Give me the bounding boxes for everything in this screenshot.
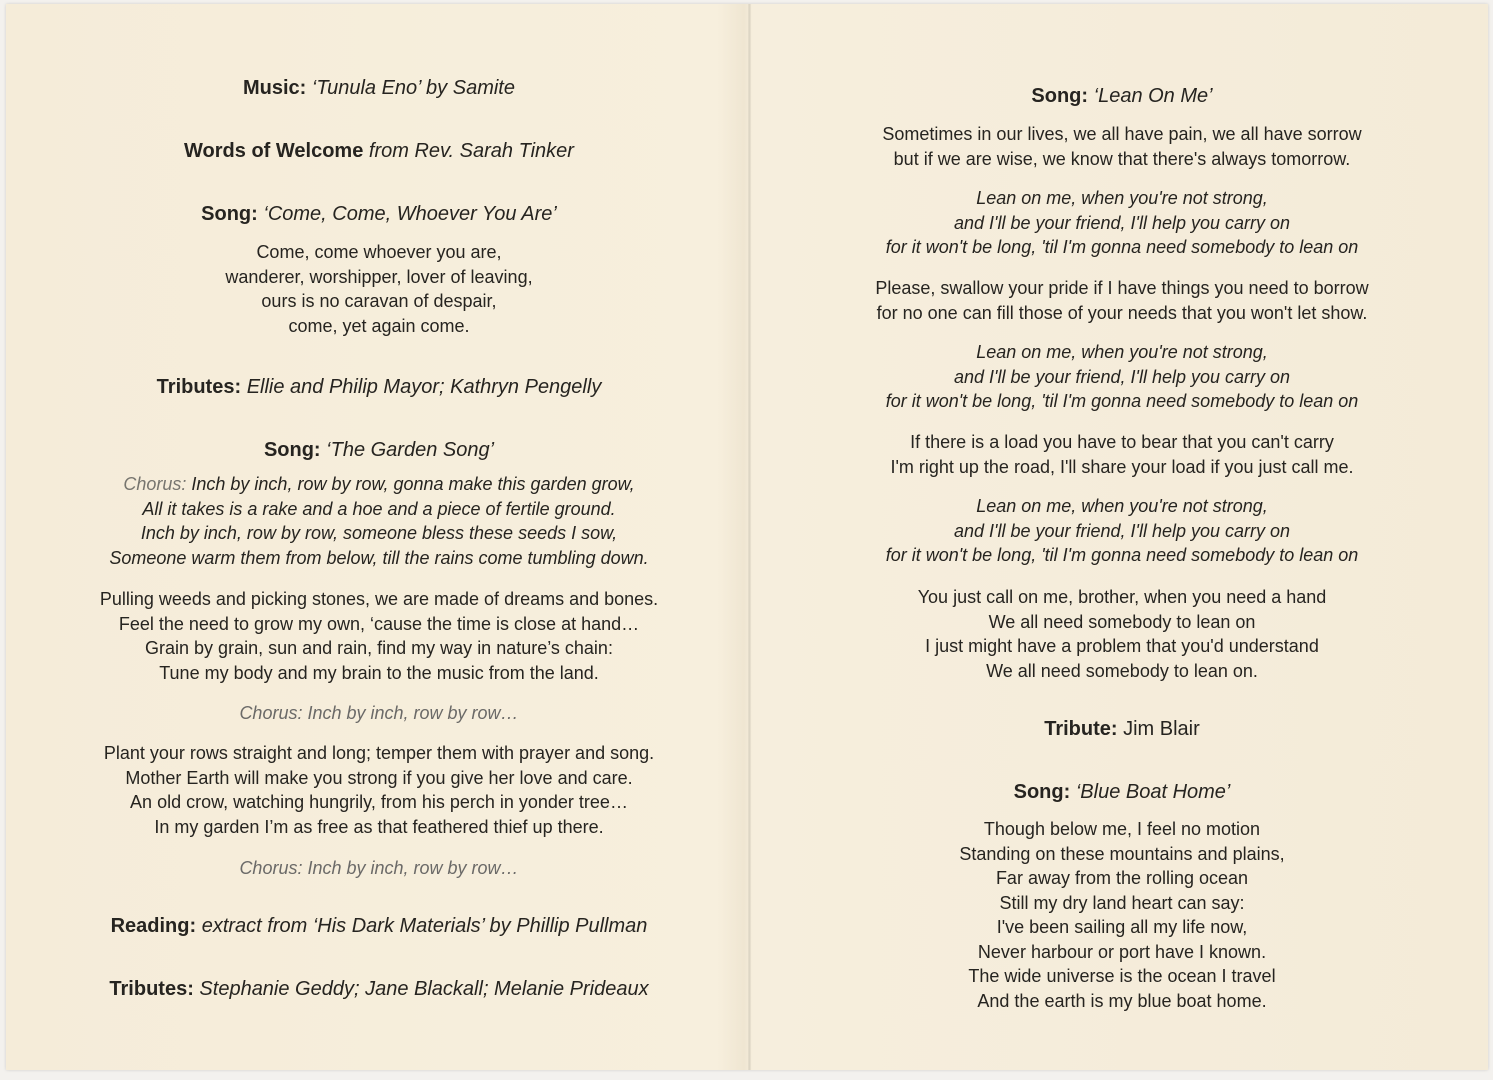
song-garden-heading: Song: ‘The Garden Song’ — [263, 439, 495, 461]
lyric-line: An old crow, watching hungrily, from his perch in yonder tree… — [130, 792, 628, 812]
lyric-line: We all need somebody to lean on — [988, 611, 1256, 632]
lyric-line: for it won't be long, 'til I'm gonna need somebody to lean on — [885, 545, 1359, 565]
right-page — [788, 4, 1456, 1070]
lyric-line: and I'll be your friend, I'll help you carry on — [953, 212, 1291, 233]
lyric-line: for no one can fill those of your needs that you won't let show. — [876, 302, 1368, 323]
lyric-line: Please, swallow your pride if I have things you need to borrow — [875, 278, 1369, 298]
lean-chorus — [788, 340, 1456, 414]
lyric-line: but if we are wise, we know that there's always tomorrow. — [893, 148, 1351, 169]
lyric-line: Inch by inch, row by row, someone bless these seeds I sow, — [140, 523, 618, 543]
lyric-line: Chorus: Inch by inch, row by row, gonna make this garden grow, — [123, 474, 635, 494]
lyric-line: and I'll be your friend, I'll help you carry on — [953, 520, 1291, 541]
welcome-heading: Words of Welcome from Rev. Sarah Tinker — [184, 140, 574, 162]
page-fold — [748, 4, 751, 1070]
song-lean-on-me-heading: Song: ‘Lean On Me’ — [1031, 85, 1213, 107]
garden-chorus — [41, 472, 717, 570]
lyric-line: Pulling weeds and picking stones, we are made of dreams and bones. — [99, 589, 659, 609]
lyric-line: and I'll be your friend, I'll help you carry on — [953, 366, 1291, 387]
lyric-line: Still my dry land heart can say: — [999, 892, 1245, 913]
tributes-heading: Tributes: Ellie and Philip Mayor; Kathryn Pengelly — [156, 376, 602, 398]
lyric-line: Someone warm them from below, till the rains come tumbling down. — [109, 547, 649, 568]
lyric-line: I'm right up the road, I'll share your load if you just call me. — [890, 456, 1354, 477]
lyric-line: for it won't be long, 'til I'm gonna need somebody to lean on — [885, 391, 1359, 411]
lyric-line: Mother Earth will make you strong if you give her love and care. — [125, 767, 633, 788]
chorus-label: Chorus: — [123, 474, 187, 494]
lyric-line: If there is a load you have to bear that you can't carry — [910, 432, 1334, 452]
lyric-line: I've been sailing all my life now, — [996, 917, 1248, 937]
lyric-line: Lean on me, when you're not strong, — [976, 342, 1268, 362]
lyric-line: for it won't be long, 'til I'm gonna need somebody to lean on — [885, 237, 1359, 257]
lyric-line: wanderer, worshipper, lover of leaving, — [225, 266, 533, 287]
blue-boat-lyrics — [788, 817, 1456, 1013]
lyric-line: Feel the need to grow my own, ‘cause the time is close at hand… — [118, 613, 640, 634]
lyric-line: Sometimes in our lives, we all have pain, we all have sorrow — [882, 124, 1362, 144]
garden-chorus-repeat: Chorus: Inch by inch, row by row… — [239, 703, 519, 723]
lean-verse-3 — [788, 430, 1456, 479]
lyric-line: Lean on me, when you're not strong, — [976, 188, 1268, 208]
lyric-line: Grain by grain, sun and rain, find my way in nature’s chain: — [145, 638, 613, 658]
tribute-heading: Tribute: Jim Blair — [1044, 718, 1200, 740]
lyric-line: Far away from the rolling ocean — [995, 868, 1249, 888]
lean-verse-2 — [788, 276, 1456, 325]
lyric-line: All it takes is a rake and a hoe and a piece of fertile ground. — [142, 498, 616, 519]
garden-verse-1 — [41, 587, 717, 685]
tributes-heading: Tributes: Stephanie Geddy; Jane Blackall; Melanie Prideaux — [109, 978, 649, 1000]
lyric-line: In my garden I’m as free as that feathered thief up there. — [154, 816, 604, 837]
lyric-line: Plant your rows straight and long; temper them with prayer and song. — [103, 743, 655, 763]
lyric-line: I just might have a problem that you'd understand — [925, 636, 1319, 656]
lean-verse-4 — [788, 585, 1456, 683]
lyric-line: Never harbour or port have I known. — [977, 941, 1267, 962]
lyric-line: Lean on me, when you're not strong, — [976, 496, 1268, 516]
lyric-line: come, yet again come. — [288, 315, 470, 336]
left-page — [41, 4, 717, 1070]
lyric-line: And the earth is my blue boat home. — [977, 990, 1267, 1011]
lyric-line: The wide universe is the ocean I travel — [968, 966, 1276, 986]
garden-chorus-repeat: Chorus: Inch by inch, row by row… — [239, 858, 519, 878]
lyric-line: Tune my body and my brain to the music from the land. — [159, 662, 599, 683]
lyric-line: Standing on these mountains and plains, — [959, 843, 1285, 864]
song-come-come-heading: Song: ‘Come, Come, Whoever You Are’ — [201, 203, 557, 225]
lean-chorus — [788, 186, 1456, 260]
lyric-line: Come, come whoever you are, — [256, 242, 502, 262]
lyric-line: We all need somebody to lean on. — [986, 660, 1258, 681]
reading-heading: Reading: extract from ‘His Dark Materials’ by Phillip Pullman — [110, 915, 648, 937]
lean-verse-1 — [788, 122, 1456, 171]
lyric-line: Though below me, I feel no motion — [983, 819, 1261, 839]
song-blue-boat-heading: Song: ‘Blue Boat Home’ — [1013, 781, 1231, 803]
lean-chorus — [788, 494, 1456, 568]
order-of-service-sheet — [6, 4, 1488, 1070]
music-heading: Music: ‘Tunula Eno’ by Samite — [243, 77, 515, 99]
song-come-come-lyrics — [41, 240, 717, 338]
lyric-line: You just call on me, brother, when you need a hand — [917, 587, 1327, 607]
lyric-line: ours is no caravan of despair, — [261, 291, 497, 311]
garden-verse-2 — [41, 741, 717, 839]
